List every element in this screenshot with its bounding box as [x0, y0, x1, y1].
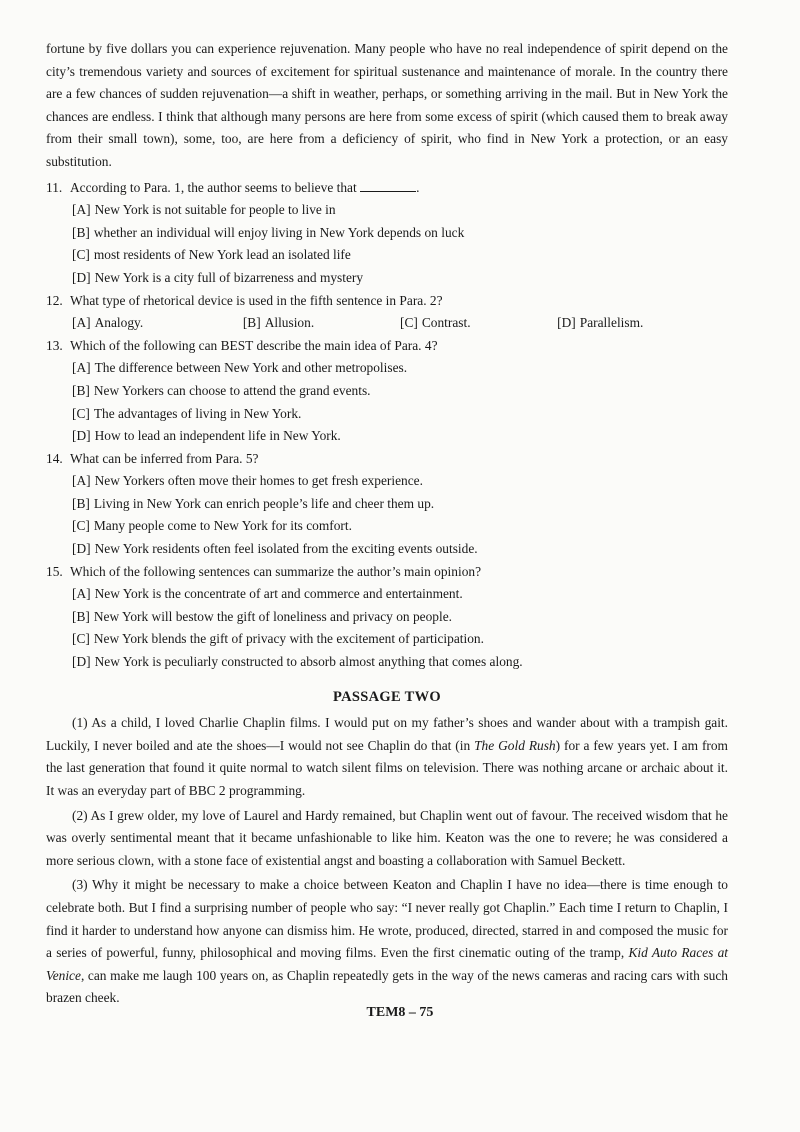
- page-footer: TEM8 – 75: [366, 1005, 434, 1020]
- option-c[interactable]: [C] New York blends the gift of privacy with the excitement of participation.: [72, 631, 484, 647]
- option-a[interactable]: [A] New York is the concentrate of art and commerce and entertainment.: [72, 586, 463, 602]
- question-number: 12.: [46, 292, 63, 308]
- passage-title: PASSAGE TWO: [333, 688, 441, 705]
- question-number: 14.: [46, 450, 63, 466]
- option-a[interactable]: [A] New York is not suitable for people to live in: [72, 202, 336, 218]
- option-b[interactable]: [B] Living in New York can enrich people’s life and cheer them up.: [72, 495, 435, 511]
- question-stem: What can be inferred from Para. 5?: [70, 450, 259, 466]
- question-stem: Which of the following can BEST describe the main idea of Para. 4?: [70, 337, 438, 353]
- passage-paragraph-3: (3) Why it might be necessary to make a choice between Keaton and Chaplin I have no idea—there is time enough to celebrate both. But I find a surprising number of people who say: “I never really got Chaplin.” Each time I return to Chaplin, I find it harder to understand how anyone can dismiss him. He wrote, produced, directed, starred in and composed the music for a series of powerful, funny, philosophical and moving films. Even the first cinematic outing of the tramp, Kid Auto Races at Venice, can make me laugh 100 years on, as Chaplin repeatedly gets in the way of the news cameras and racing cars with such brazen cheek.: [46, 877, 729, 1006]
- passage-paragraph-2: (2) As I grew older, my love of Laurel and Hardy remained, but Chaplin went out of favour. The received wisdom that he was overly sentimental meant that it became unfashionable to like him. Keaton was the one to revere; he was considered a more serious clown, with a stone face of existential angst and boasting a collaboration with Samuel Beckett.: [46, 807, 728, 868]
- question-stem: Which of the following sentences can summarize the author’s main opinion?: [70, 563, 482, 579]
- question-14: [46, 448, 728, 561]
- question-13: [46, 335, 728, 448]
- option-b[interactable]: [B] whether an individual will enjoy living in New York depends on luck: [72, 224, 465, 240]
- option-d[interactable]: [D] New York residents often feel isolated from the exciting events outside.: [72, 541, 478, 557]
- option-a[interactable]: [A] The difference between New York and other metropolises.: [72, 360, 408, 376]
- question-number: 15.: [46, 563, 63, 579]
- option-c[interactable]: [C] Many people come to New York for its comfort.: [72, 518, 352, 534]
- option-c[interactable]: [C] most residents of New York lead an isolated life: [72, 247, 351, 263]
- option-a[interactable]: [A] Analogy.: [72, 315, 144, 331]
- option-b[interactable]: [B] New York will bestow the gift of loneliness and privacy on people.: [72, 608, 452, 624]
- option-b[interactable]: [B] New Yorkers can choose to attend the grand events.: [72, 382, 371, 398]
- option-a[interactable]: [A] New Yorkers often move their homes to get fresh experience.: [72, 473, 423, 489]
- question-stem: What type of rhetorical device is used in the fifth sentence in Para. 2?: [70, 292, 443, 308]
- option-c[interactable]: [C] Contrast.: [400, 315, 471, 331]
- question-number: 11.: [46, 179, 63, 195]
- question-15: [46, 561, 728, 674]
- question-11: 11. According to Para. 1, the author seems to believe that . [A] New York is not suitable for people to live in [B] whether an individual will enjoy living in New York depends on luck [C] most residents of New York lead an isolated life [D] New York is a city full of bizarreness and mystery: [46, 177, 728, 290]
- question-12: [46, 290, 728, 335]
- question-number: 13.: [46, 337, 63, 353]
- option-d[interactable]: [D] New York is peculiarly constructed to absorb almost anything that comes along.: [72, 654, 523, 670]
- passage-paragraph-1: (1) As a child, I loved Charlie Chaplin films. I would put on my father’s shoes and wander about with a trampish gait. Luckily, I never boiled and ate the shoes—I would not see Chaplin do that (in The Gold Rush) for a few years yet. I am from the last generation that found it quite normal to watch silent films on television. There was nothing arcane or archaic about it. It was an everyday part of BBC 2 programming.: [46, 715, 728, 798]
- option-c[interactable]: [C] The advantages of living in New York.: [72, 405, 302, 421]
- question-stem: According to Para. 1, the author seems to believe that: [70, 179, 357, 195]
- answer-blank: [360, 178, 416, 192]
- option-d[interactable]: [D] New York is a city full of bizarreness and mystery: [72, 269, 364, 285]
- option-b[interactable]: [B] Allusion.: [242, 315, 315, 331]
- option-d[interactable]: [D] How to lead an independent life in New York.: [72, 428, 341, 444]
- lead-paragraph: fortune by five dollars you can experience rejuvenation. Many people who have no real independence of spirit depend on the city’s tremendous variety and sources of excitement for spiritual sustenance and maintenance of morale. In the country there are a few chances of sudden rejuvenation—a shift in weather, perhaps, or something arriving in the mail. But in New York the chances are endless. I think that although many persons are here from some excess of spirit (which caused them to break away from their small town), some, too, are here from a deficiency of spirit, who find in New York a protection, or an easy substitution.: [46, 41, 728, 169]
- option-row: [72, 312, 728, 335]
- option-d[interactable]: [D] Parallelism.: [557, 315, 644, 331]
